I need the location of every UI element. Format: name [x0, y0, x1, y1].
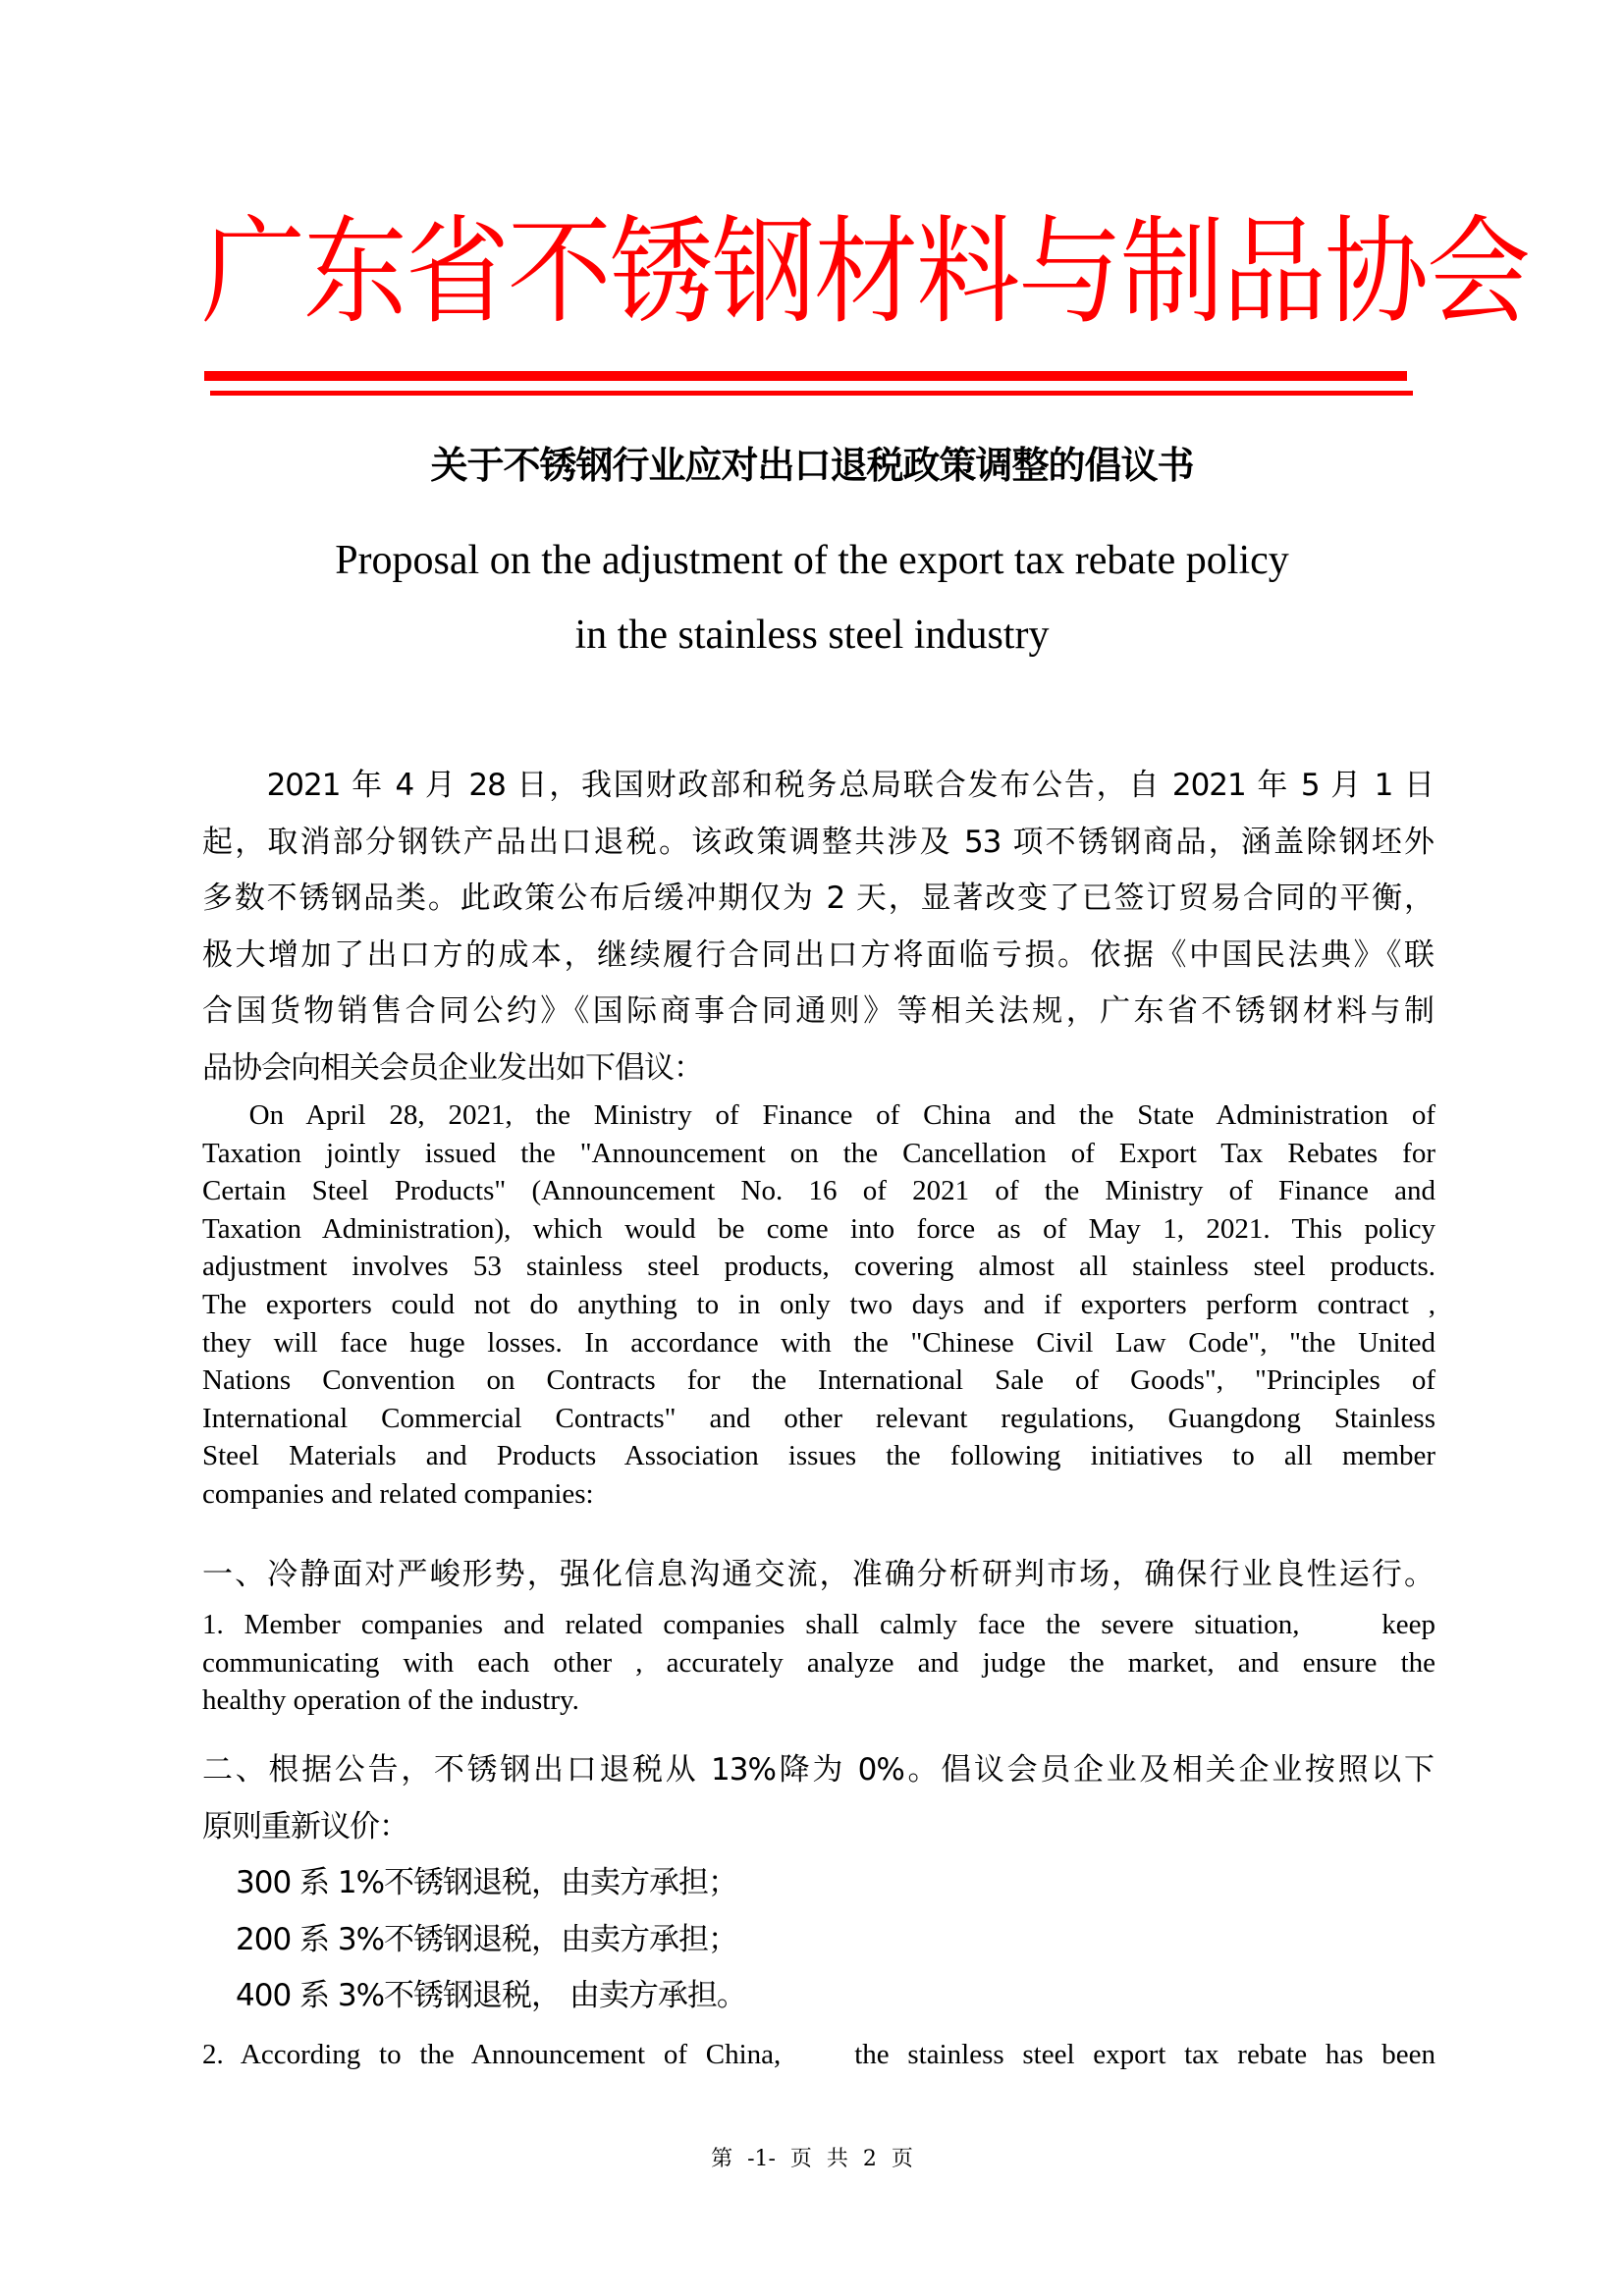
text-line: adjustment involves 53 stainless steel products, covering almost all stainless steel products.: [202, 1251, 1435, 1283]
text-line: Taxation Administration), which would be come into force as of May 1, 2021. This policy: [202, 1212, 1435, 1245]
text-line: 品协会向相关会员企业发出如下倡议：: [202, 1049, 703, 1086]
rebate-rule-200-series: 200 系 3%不锈钢退税，由卖方承担；: [236, 1921, 738, 1957]
text-line: 合国货物销售合同公约》《国际商事合同通则》等相关法规，广东省不锈钢材料与制: [202, 993, 1434, 1029]
text-line: Nations Convention on Contracts for the International Sale of Goods", "Principles of: [202, 1364, 1435, 1397]
text-line: Steel Materials and Products Association issues the following initiatives to all member: [202, 1440, 1435, 1472]
page-number-footer: 第 -1- 页 共 2 页: [711, 2147, 913, 2171]
initiative-1-english: [202, 1606, 1435, 1720]
text-line: Certain Steel Products" (Announcement No. 16 of 2021 of the Ministry of Finance and: [202, 1175, 1435, 1207]
letterhead-rule-thick: [204, 371, 1407, 381]
text-line: communicating with each other , accurately analyze and judge the market, and ensure the: [202, 1646, 1435, 1679]
document-title-english-line2: in the stainless steel industry: [574, 613, 1050, 658]
text-line: International Commercial Contracts" and other relevant regulations, Guangdong Stainless: [202, 1402, 1435, 1434]
initiative-2-chinese: [202, 1742, 1434, 2025]
text-line: 起，取消部分钢铁产品出口退税。该政策调整共涉及 53 项不锈钢商品，涵盖除钢坯外: [202, 824, 1434, 860]
intro-paragraph-english: [202, 1096, 1435, 1514]
text-line: they will face huge losses. In accordance with the "Chinese Civil Law Code", "the United: [202, 1326, 1435, 1359]
document-title-chinese: 关于不锈钢行业应对出口退税政策调整的倡议书: [430, 444, 1194, 487]
text-line: Taxation jointly issued the "Announcement on the Cancellation of Export Tax Rebates for: [202, 1137, 1435, 1169]
text-line: 二、根据公告，不锈钢出口退税从 13%降为 0%。倡议会员企业及相关企业按照以下: [202, 1752, 1434, 1788]
text-line: 2. According to the Announcement of China, the stainless steel export tax rebate has been: [202, 2039, 1435, 2070]
text-line: 2021 年 4 月 28 日，我国财政部和税务总局联合发布公告，自 2021 年 5 月 1 日: [202, 768, 1434, 803]
text-line: On April 28, 2021, the Ministry of Finance of China and the State Administration of: [202, 1099, 1435, 1131]
rebate-rule-400-series: 400 系 3%不锈钢退税， 由卖方承担。: [236, 1978, 746, 2013]
document-title-english-line1: Proposal on the adjustment of the export tax rebate policy: [335, 538, 1289, 583]
text-line: The exporters could not do anything to in only two days and if exporters perform contract ,: [202, 1288, 1435, 1320]
intro-paragraph-chinese: [202, 758, 1434, 1096]
organization-letterhead: 广东省不锈钢材料与制品协会: [201, 204, 1529, 341]
initiative-2-english: [202, 2036, 1435, 2074]
rebate-rule-300-series: 300 系 1%不锈钢退税，由卖方承担；: [236, 1865, 738, 1900]
text-line: 极大增加了出口方的成本，继续履行合同出口方将面临亏损。依据《中国民法典》《联: [202, 936, 1434, 973]
text-line: 原则重新议价：: [202, 1808, 408, 1844]
text-line: 一、冷静面对严峻形势，强化信息沟通交流，准确分析研判市场，确保行业良性运行。: [202, 1557, 1434, 1592]
text-line: companies and related companies:: [202, 1477, 594, 1510]
letterhead-rule-thin: [210, 391, 1413, 396]
text-line: 多数不锈钢品类。此政策公布后缓冲期仅为 2 天，显著改变了已签订贸易合同的平衡，: [202, 881, 1434, 916]
initiative-1-chinese: [202, 1547, 1434, 1604]
text-line: healthy operation of the industry.: [202, 1684, 579, 1717]
text-line: 1. Member companies and related companies shall calmly face the severe situation, keep: [202, 1609, 1435, 1640]
